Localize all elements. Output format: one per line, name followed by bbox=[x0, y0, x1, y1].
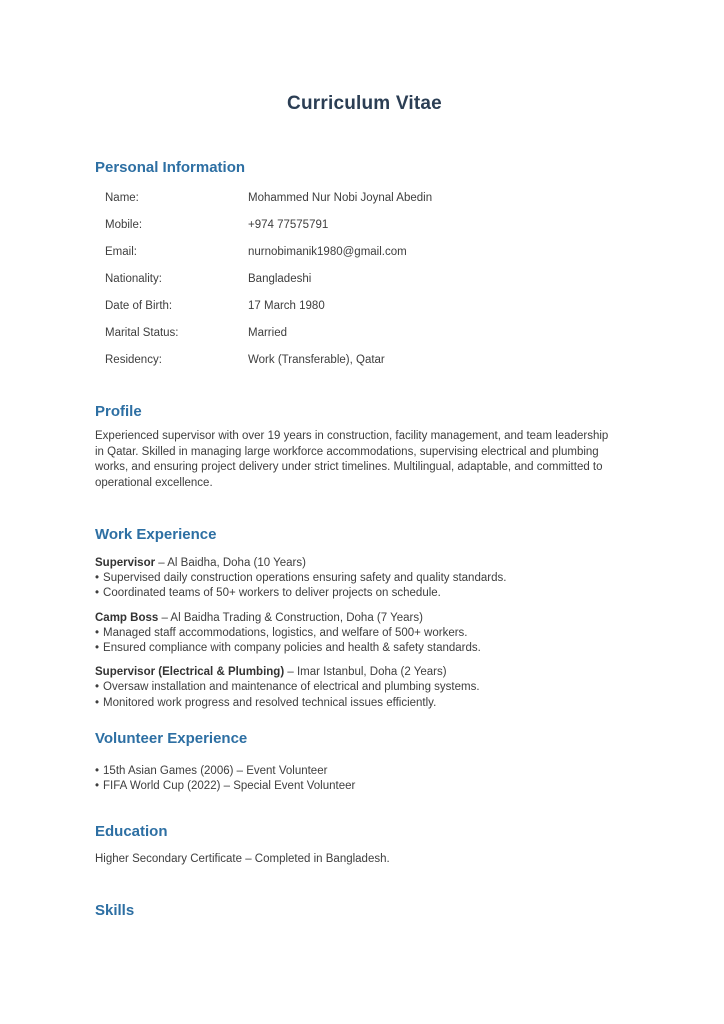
row-label-name: Name: bbox=[105, 192, 139, 204]
job-bullet bbox=[95, 586, 634, 601]
row-label-date-of-birth: Date of Birth: bbox=[105, 300, 173, 312]
list-item bbox=[95, 779, 634, 794]
job-entry bbox=[95, 665, 634, 711]
job-bullet bbox=[95, 680, 634, 695]
section-heading-skills: Skills bbox=[95, 902, 135, 920]
bullet-glyph: • bbox=[95, 780, 100, 793]
volunteer-item-text: FIFA World Cup (2022) – Special Event Volunteer bbox=[103, 780, 356, 793]
profile-paragraph: Experienced supervisor with over 19 years in construction, facility management, and team leadership in Qatar. Skilled in managing large workforce accommodations, supervising electrical and plumbing works, and ensuring project delivery under strict timelines. Multilingual, adaptable, and committed to operational excellence. bbox=[95, 430, 609, 489]
job-bullet-text: Ensured compliance with company policies and health & safety standards. bbox=[103, 642, 481, 655]
row-value-email: nurnobimanik1980@gmail.com bbox=[248, 246, 407, 258]
row-value-name: Mohammed Nur Nobi Joynal Abedin bbox=[248, 192, 433, 204]
section-heading-profile: Profile bbox=[95, 403, 142, 420]
section-heading-education: Education bbox=[95, 823, 168, 841]
volunteer-list bbox=[95, 764, 634, 794]
job-bullet-text: Monitored work progress and resolved technical issues efficiently. bbox=[103, 696, 437, 709]
job-bullet-text: Supervised daily construction operations ensuring safety and quality standards. bbox=[103, 572, 507, 585]
row-value-residency: Work (Transferable), Qatar bbox=[248, 354, 385, 366]
job-location: – Al Baidha Trading & Construction, Doha (7 Years) bbox=[158, 611, 423, 624]
bullet-glyph: • bbox=[95, 572, 100, 585]
bullet-glyph: • bbox=[95, 587, 100, 600]
job-entry bbox=[95, 556, 634, 602]
table-row bbox=[105, 322, 634, 349]
bullet-glyph: • bbox=[95, 764, 100, 777]
job-bullet-text: Managed staff accommodations, logistics, and welfare of 500+ workers. bbox=[103, 626, 468, 639]
table-row bbox=[105, 349, 634, 376]
job-bullet bbox=[95, 696, 634, 711]
education-paragraph: Higher Secondary Certificate – Completed in Bangladesh. bbox=[95, 853, 390, 866]
row-label-marital-status: Marital Status: bbox=[105, 327, 179, 339]
row-value-mobile: +974 77575791 bbox=[248, 219, 329, 231]
job-title-line bbox=[95, 665, 634, 680]
job-bullet bbox=[95, 641, 634, 656]
job-title: Supervisor (Electrical & Plumbing) bbox=[95, 666, 285, 679]
row-label-email: Email: bbox=[105, 246, 137, 258]
bullet-glyph: • bbox=[95, 626, 100, 639]
row-value-marital-status: Married bbox=[248, 327, 287, 339]
job-bullet bbox=[95, 626, 634, 641]
row-value-date-of-birth: 17 March 1980 bbox=[248, 300, 325, 312]
bullet-glyph: • bbox=[95, 681, 100, 694]
job-title: Supervisor bbox=[95, 557, 156, 569]
job-bullet bbox=[95, 571, 634, 586]
row-label-nationality: Nationality: bbox=[105, 273, 162, 285]
job-entry bbox=[95, 611, 634, 657]
table-row bbox=[105, 187, 634, 214]
bullet-glyph: • bbox=[95, 642, 100, 655]
row-value-nationality: Bangladeshi bbox=[248, 273, 312, 285]
table-row bbox=[105, 241, 634, 268]
bullet-glyph: • bbox=[95, 696, 100, 709]
row-label-residency: Residency: bbox=[105, 354, 162, 366]
job-title: Camp Boss bbox=[95, 611, 159, 624]
job-title-line bbox=[95, 556, 634, 571]
job-title-line bbox=[95, 611, 634, 626]
page-title: Curriculum Vitae bbox=[287, 93, 442, 114]
table-row bbox=[105, 295, 634, 322]
personal-info-table bbox=[105, 187, 634, 376]
job-bullet-text: Oversaw installation and maintenance of electrical and plumbing systems. bbox=[103, 681, 480, 694]
volunteer-item-text: 15th Asian Games (2006) – Event Volunteer bbox=[103, 764, 328, 777]
row-label-mobile: Mobile: bbox=[105, 219, 143, 231]
job-location: – Al Baidha, Doha (10 Years) bbox=[155, 557, 306, 569]
list-item bbox=[95, 764, 634, 779]
section-heading-work-experience: Work Experience bbox=[95, 526, 217, 543]
job-bullet-text: Coordinated teams of 50+ workers to deliver projects on schedule. bbox=[103, 587, 441, 600]
table-row bbox=[105, 268, 634, 295]
table-row bbox=[105, 214, 634, 241]
section-heading-volunteer-experience: Volunteer Experience bbox=[95, 729, 248, 747]
section-heading-personal-information: Personal Information bbox=[95, 159, 246, 176]
job-location: – Imar Istanbul, Doha (2 Years) bbox=[284, 666, 447, 679]
